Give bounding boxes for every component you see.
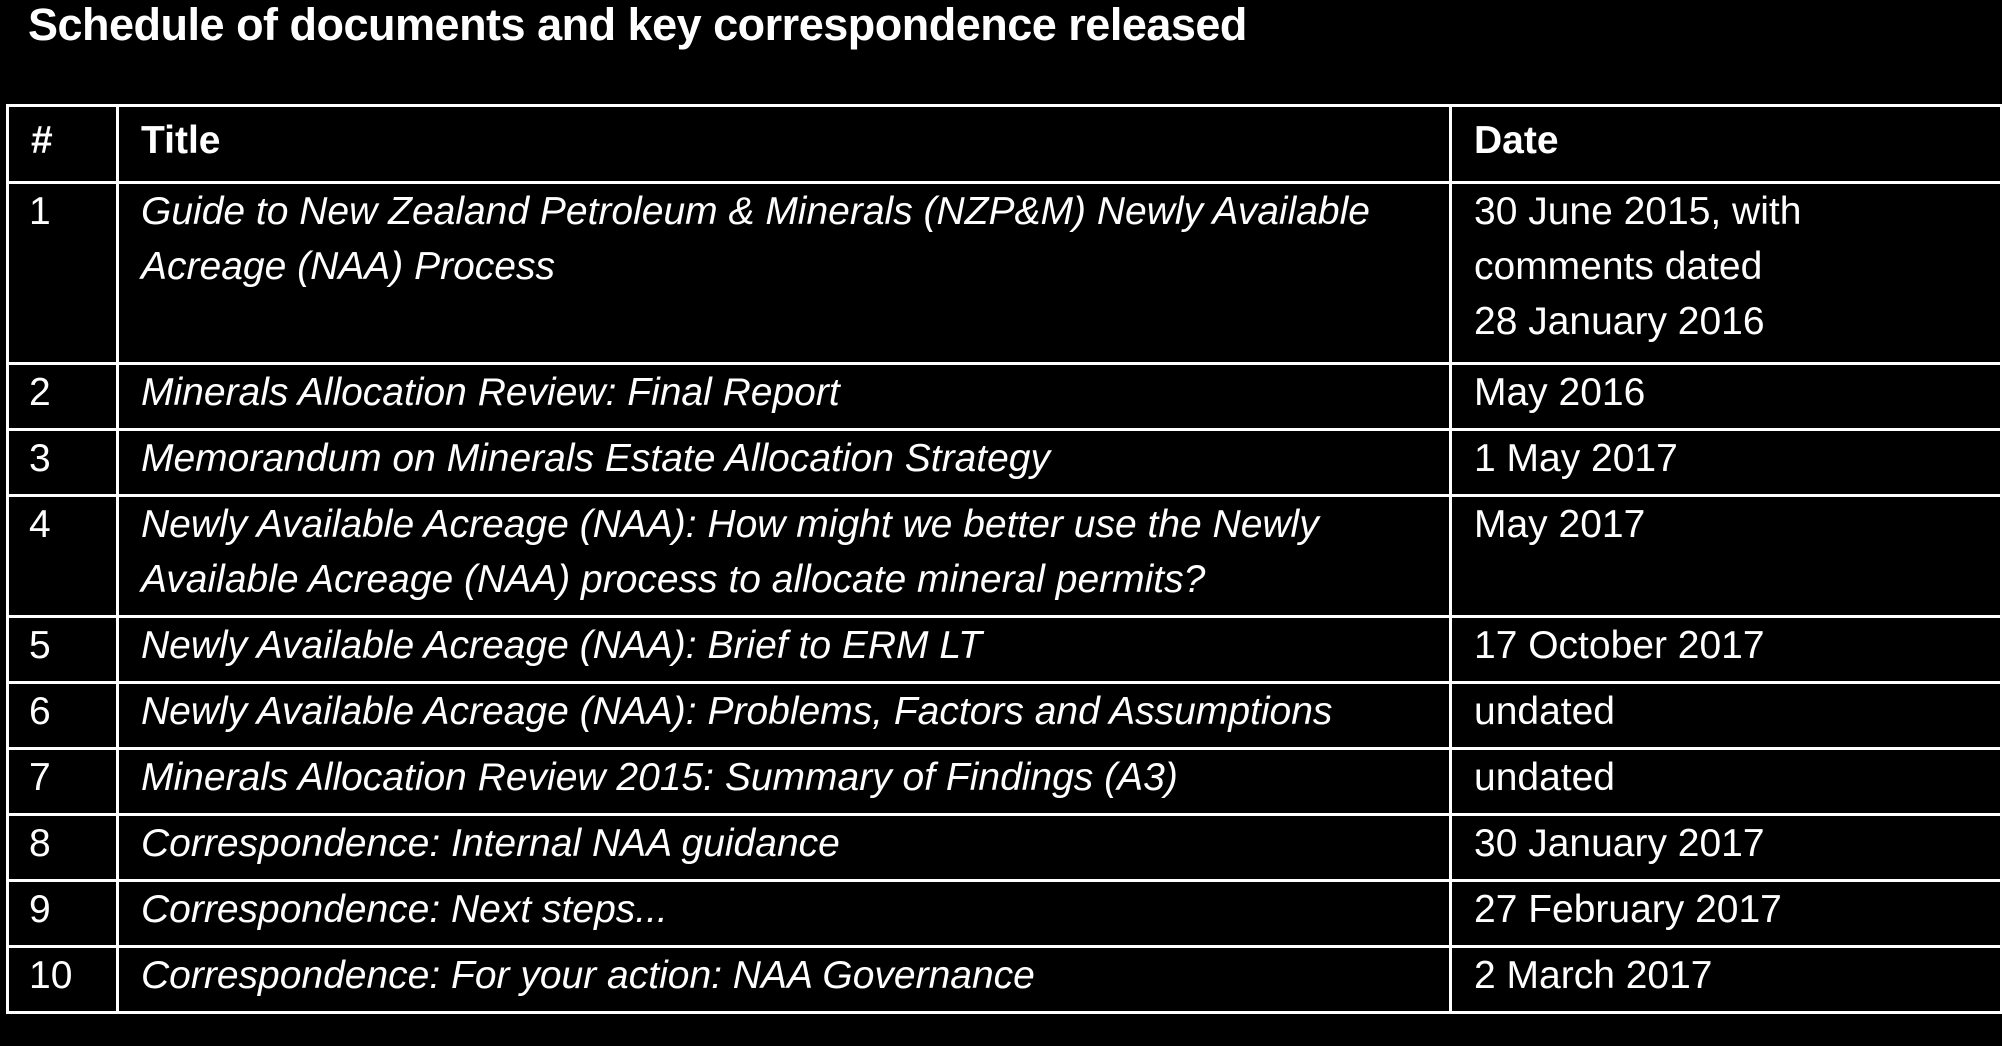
document-title: Correspondence: Internal NAA guidance [118,815,1451,881]
column-header-number: # [8,106,118,183]
document-date: 1 May 2017 [1451,430,2002,496]
column-header-date: Date [1451,106,2002,183]
document-title: Minerals Allocation Review: Final Report [118,364,1451,430]
row-number: 10 [8,947,118,1013]
document-date: undated [1451,749,2002,815]
documents-table [6,104,2002,1014]
row-number: 7 [8,749,118,815]
document-date: 2 March 2017 [1451,947,2002,1013]
row-number: 4 [8,496,118,617]
document-date: undated [1451,683,2002,749]
document-title: Guide to New Zealand Petroleum & Minerals (NZP&M) Newly Available Acreage (NAA) Process [118,183,1451,364]
table-header-row [8,106,2002,183]
document-date-line: 28 January 2016 [1474,300,1765,343]
table-row [8,617,2002,683]
row-number: 3 [8,430,118,496]
document-title: Newly Available Acreage (NAA): Brief to ERM LT [118,617,1451,683]
table-row [8,881,2002,947]
row-number: 1 [8,183,118,364]
row-number: 9 [8,881,118,947]
document-title: Newly Available Acreage (NAA): How might we better use the Newly Available Acreage (NAA) process to allocate mineral permits? [118,496,1451,617]
document-date: May 2016 [1451,364,2002,430]
page-title: Schedule of documents and key correspondence released [28,0,1247,50]
document-date: 17 October 2017 [1451,617,2002,683]
document-date: 27 February 2017 [1451,881,2002,947]
row-number: 5 [8,617,118,683]
document-title: Correspondence: Next steps... [118,881,1451,947]
document-date: 30 January 2017 [1451,815,2002,881]
document-date-line: comments dated [1474,245,1763,288]
document-date [1451,183,2002,364]
table-row [8,947,2002,1013]
document-title: Correspondence: For your action: NAA Governance [118,947,1451,1013]
table-row [8,815,2002,881]
table-row [8,430,2002,496]
table-row [8,496,2002,617]
column-header-title: Title [118,106,1451,183]
row-number: 6 [8,683,118,749]
table-row [8,364,2002,430]
document-date: May 2017 [1451,496,2002,617]
table-row [8,683,2002,749]
document-title: Newly Available Acreage (NAA): Problems, Factors and Assumptions [118,683,1451,749]
document-title: Memorandum on Minerals Estate Allocation Strategy [118,430,1451,496]
document-date-line: 30 June 2015, with [1474,190,1802,233]
table-row [8,183,2002,364]
row-number: 2 [8,364,118,430]
document-title: Minerals Allocation Review 2015: Summary of Findings (A3) [118,749,1451,815]
table-row [8,749,2002,815]
row-number: 8 [8,815,118,881]
